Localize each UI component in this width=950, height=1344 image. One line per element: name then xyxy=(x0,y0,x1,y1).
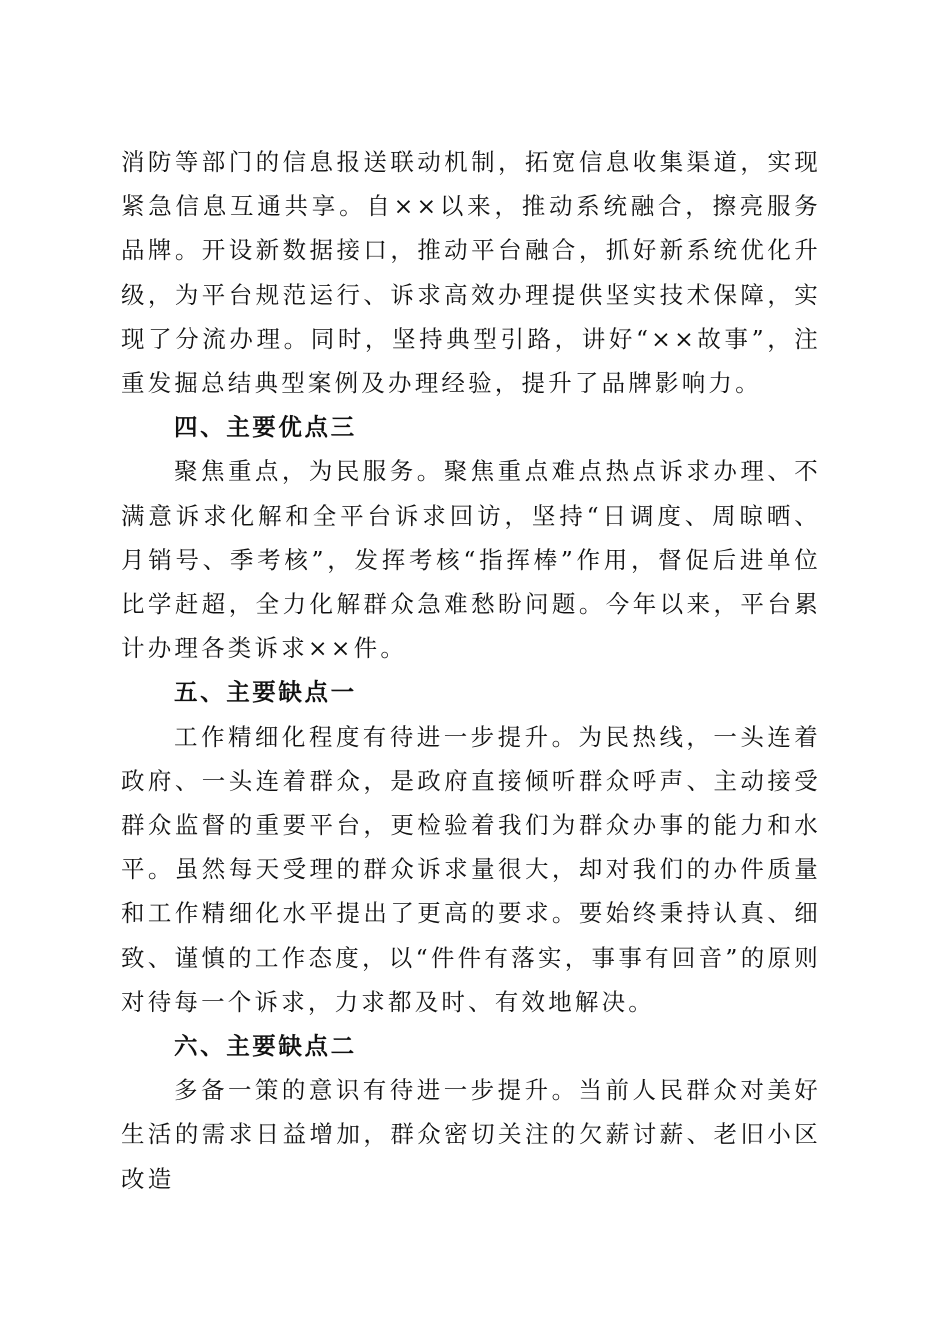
section-heading-6: 六、主要缺点二 xyxy=(174,1032,357,1061)
document-page xyxy=(121,140,821,1201)
section-heading-5: 五、主要缺点一 xyxy=(174,678,357,707)
paragraph-advantage-3: 聚焦重点，为民服务。聚焦重点难点热点诉求办理、不满意诉求化解和全平台诉求回访，坚持“日调度、周晾晒、月销号、季考核”，发挥考核“指挥棒”作用，督促后进单位比学赶超，全力化解群众急难愁盼问题。今年以来，平台累计办理各类诉求××件。 xyxy=(121,457,821,663)
section-heading-4: 四、主要优点三 xyxy=(174,413,357,442)
paragraph-shortcoming-2: 多备一策的意识有待进一步提升。当前人民群众对美好生活的需求日益增加，群众密切关注的欠薪讨薪、老旧小区改造 xyxy=(121,1076,821,1193)
paragraph-continued: 消防等部门的信息报送联动机制，拓宽信息收集渠道，实现紧急信息互通共享。自××以来，推动系统融合，擦亮服务品牌。开设新数据接口，推动平台融合，抓好新系统优化升级，为平台规范运行、诉求高效办理提供坚实技术保障，实现了分流办理。同时，坚持典型引路，讲好“××故事”，注重发掘总结典型案例及办理经验，提升了品牌影响力。 xyxy=(121,148,821,398)
paragraph-shortcoming-1: 工作精细化程度有待进一步提升。为民热线，一头连着政府、一头连着群众，是政府直接倾听群众呼声、主动接受群众监督的重要平台，更检验着我们为群众办事的能力和水平。虽然每天受理的群众诉求量很大，却对我们的办件质量和工作精细化水平提出了更高的要求。要始终秉持认真、细致、谨慎的工作态度，以“件件有落实，事事有回音”的原则对待每一个诉求，力求都及时、有效地解决。 xyxy=(121,722,821,1016)
